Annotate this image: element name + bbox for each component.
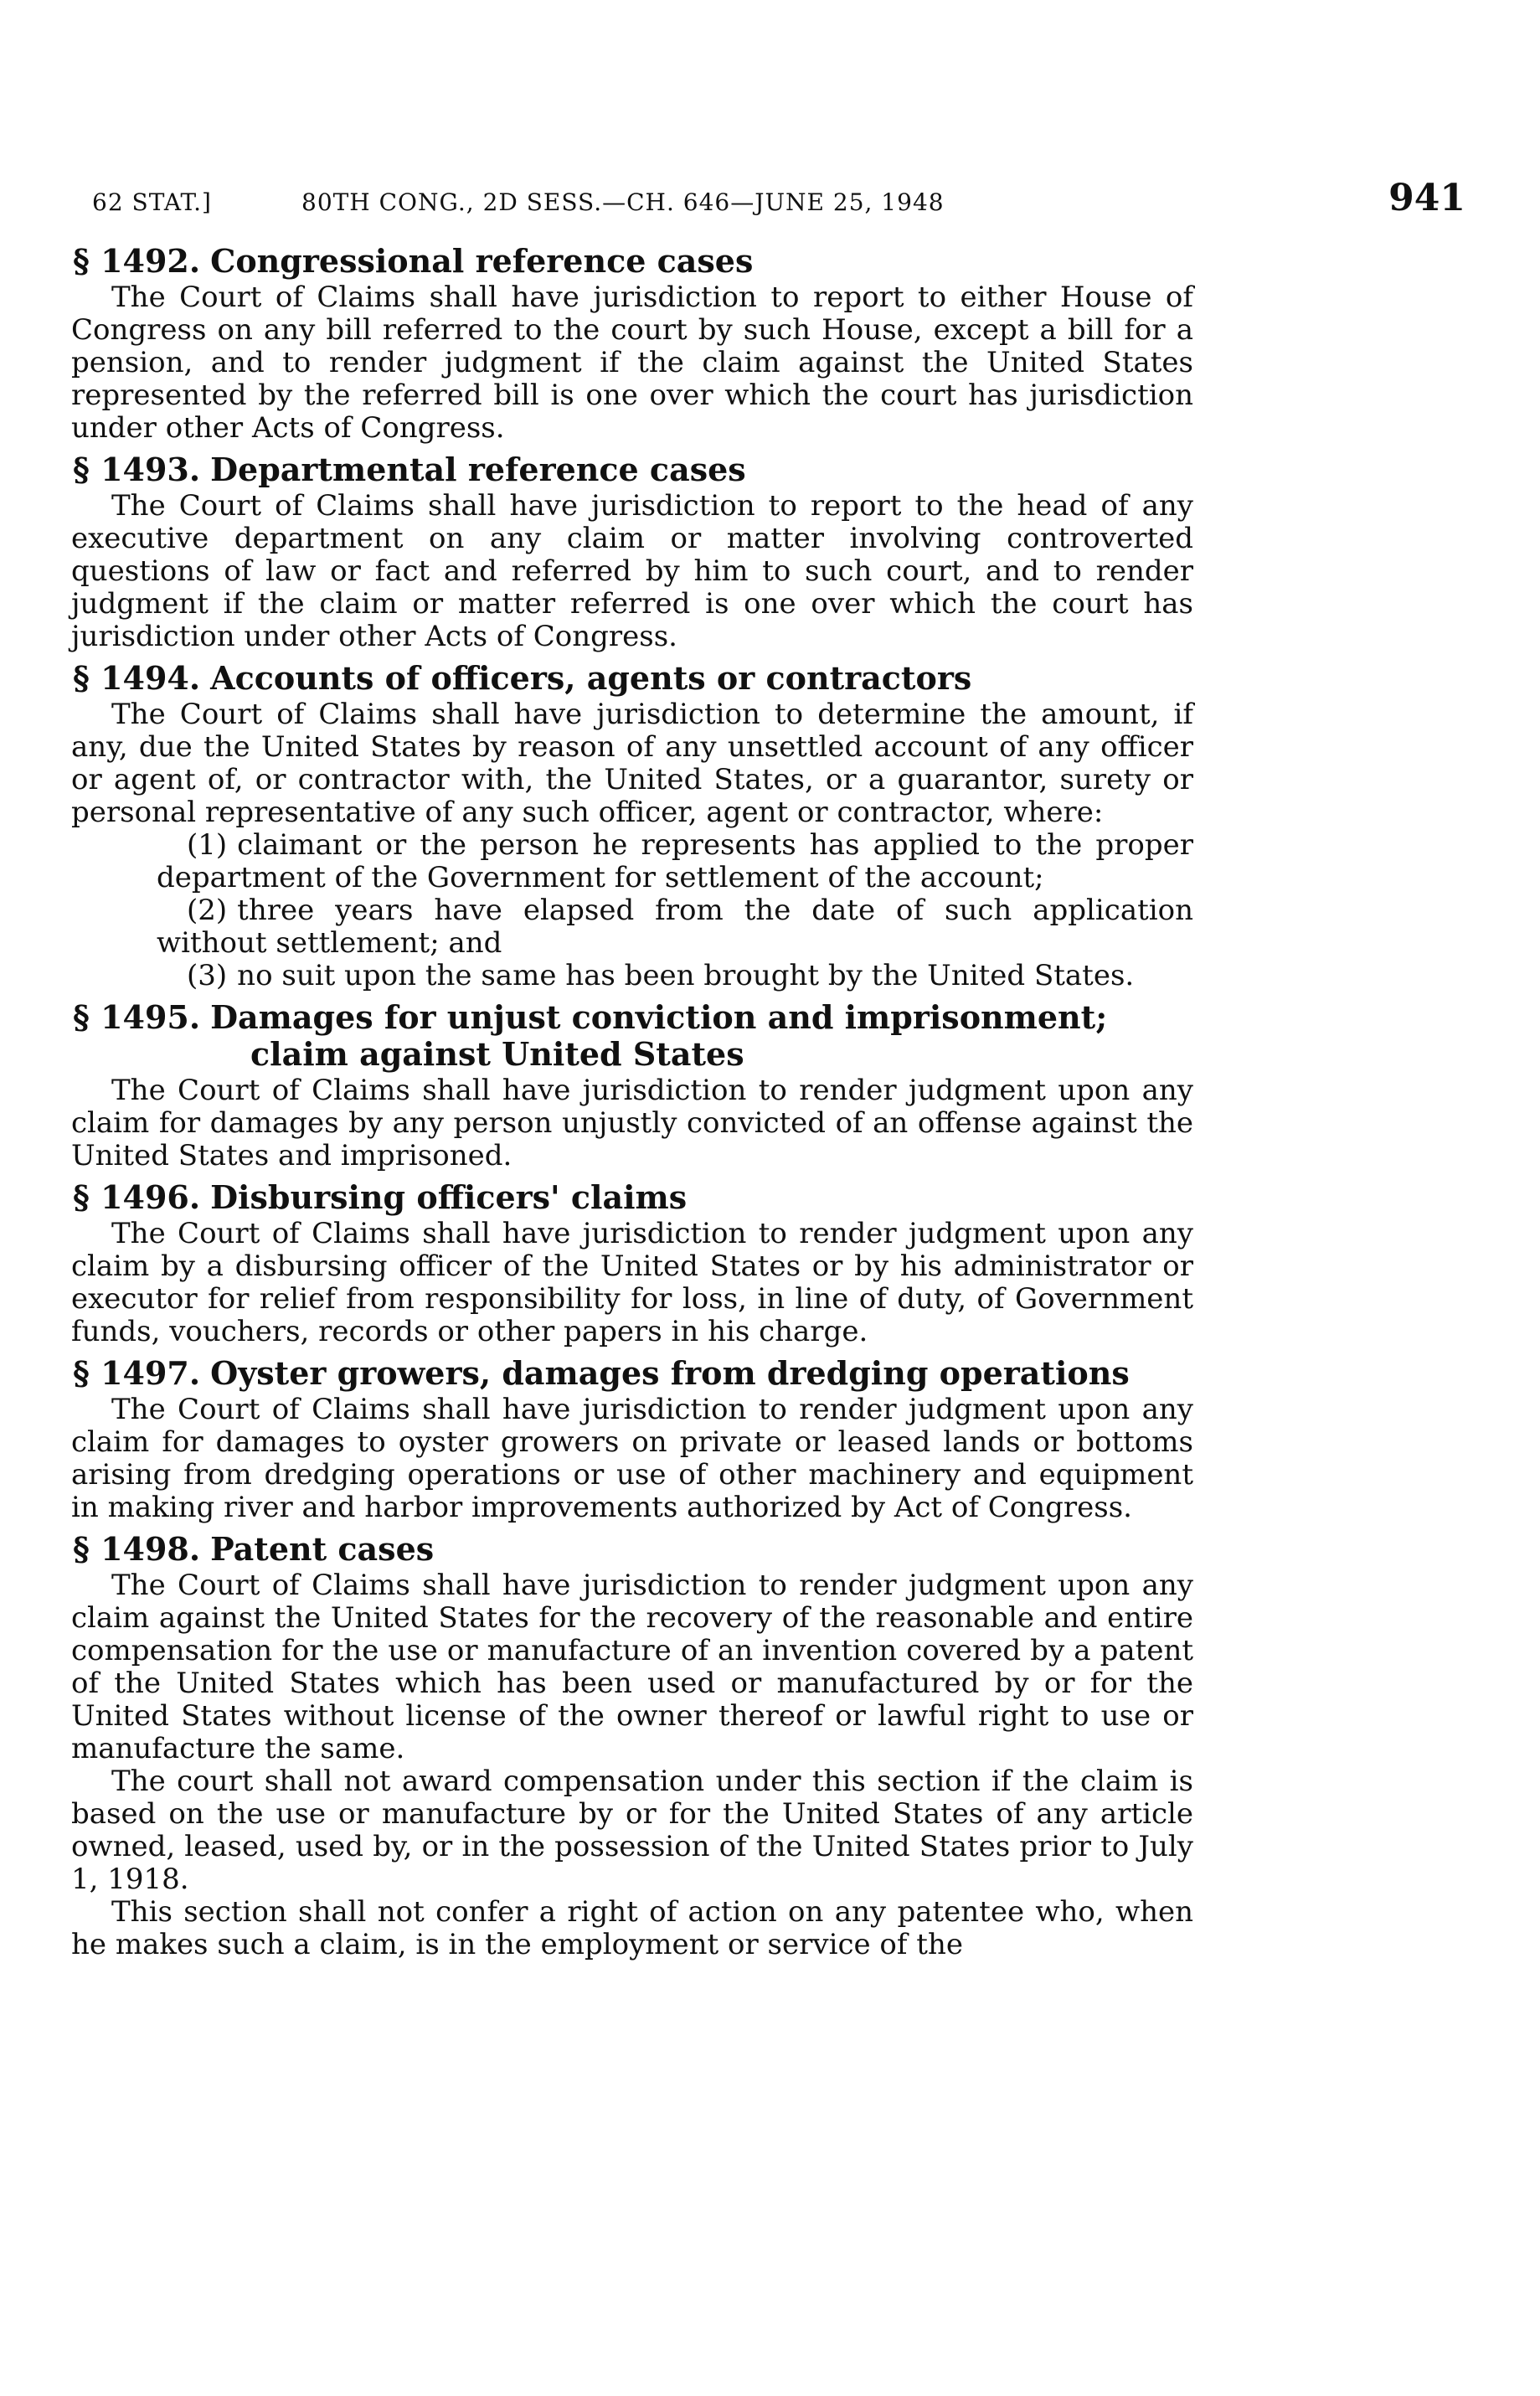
section-title: Accounts of officers, agents or contractors bbox=[210, 659, 972, 697]
section-paragraph: The Court of Claims shall have jurisdiction to render judgment upon any claim against the United States for the recovery of the reasonable and entire compensation for the use or manufacture of an invention covered by a patent of the United States which has been used or manufactured by or for the United States without license of the owner thereof or lawful right to use or manufacture the same. bbox=[71, 1569, 1193, 1765]
section-heading bbox=[71, 1531, 1193, 1568]
item-text: claimant or the person he represents has applied to the proper department of the Government for settlement of the account; bbox=[157, 828, 1193, 894]
item-label: (2) bbox=[187, 894, 228, 927]
section-number: § 1498. bbox=[73, 1530, 201, 1568]
section-paragraph: The Court of Claims shall have jurisdiction to report to the head of any executive department on any claim or matter involving controverted questions of law or fact and referred by him to such court, and to render judgment if the claim or matter referred is one over which the court has jurisdiction under other Acts of Congress. bbox=[71, 489, 1193, 653]
section-heading bbox=[71, 660, 1193, 697]
section-1492 bbox=[71, 243, 1193, 445]
section-title: Disbursing officers' claims bbox=[210, 1178, 688, 1216]
page-number: 941 bbox=[1388, 177, 1465, 219]
section-title: Departmental reference cases bbox=[210, 451, 746, 488]
list-item bbox=[71, 894, 1193, 960]
section-paragraph: The Court of Claims shall have jurisdiction to report to either House of Congress on any bill referred to the court by such House, except a bill for a pension, and to render judgment if the claim against the United States represented by the referred bill is one over which the court has jurisdiction under other Acts of Congress. bbox=[71, 281, 1193, 445]
section-heading bbox=[71, 1179, 1193, 1216]
session-chapter-date: 80TH CONG., 2D SESS.—CH. 646—JUNE 25, 1948 bbox=[301, 188, 945, 216]
section-heading bbox=[71, 451, 1193, 488]
section-paragraph: This section shall not confer a right of action on any patentee who, when he makes such a claim, is in the employment or service of the bbox=[71, 1895, 1193, 1961]
section-1493 bbox=[71, 451, 1193, 653]
section-heading bbox=[71, 999, 1193, 1073]
section-paragraph: The Court of Claims shall have jurisdiction to render judgment upon any claim for damages to oyster growers on private or leased lands or bottoms arising from dredging operations or use of other machinery and equipment in making river and harbor improvements authorized by Act of Congress. bbox=[71, 1393, 1193, 1524]
section-paragraph: The Court of Claims shall have jurisdiction to render judgment upon any claim by a disbursing officer of the United States or by his administrator or executor for relief from responsibility for loss, in line of duty, of Government funds, vouchers, records or other papers in his charge. bbox=[71, 1217, 1193, 1348]
item-label: (3) bbox=[187, 959, 228, 992]
item-text: no suit upon the same has been brought by the United States. bbox=[237, 959, 1135, 992]
list-item bbox=[71, 829, 1193, 894]
list-item bbox=[71, 960, 1193, 992]
section-title: Patent cases bbox=[210, 1530, 435, 1568]
item-text: three years have elapsed from the date of such application without settlement; and bbox=[157, 894, 1193, 960]
page-body bbox=[71, 243, 1193, 1968]
section-1495 bbox=[71, 999, 1193, 1172]
statute-reference: 62 STAT.] bbox=[92, 188, 212, 216]
section-number: § 1494. bbox=[73, 659, 201, 697]
section-number: § 1492. bbox=[73, 242, 201, 280]
section-1496 bbox=[71, 1179, 1193, 1348]
section-number: § 1495. bbox=[73, 998, 201, 1036]
section-1494 bbox=[71, 660, 1193, 992]
running-head bbox=[92, 177, 1465, 230]
section-heading bbox=[71, 243, 1193, 280]
condition-list bbox=[71, 829, 1193, 992]
section-paragraph: The court shall not award compensation under this section if the claim is based on the use or manufacture by or for the United States of any article owned, leased, used by, or in the possession of the United States prior to July 1, 1918. bbox=[71, 1765, 1193, 1896]
section-paragraph: The Court of Claims shall have jurisdiction to determine the amount, if any, due the United States by reason of any unsettled account of any officer or agent of, or contractor with, the United States, or a guarantor, surety or personal representative of any such officer, agent or contractor, where: bbox=[71, 698, 1193, 829]
section-1498 bbox=[71, 1531, 1193, 1961]
section-title: Damages for unjust conviction and imprisonment; claim against United States bbox=[210, 998, 1108, 1073]
section-heading bbox=[71, 1355, 1193, 1392]
item-label: (1) bbox=[187, 828, 228, 862]
section-title: Congressional reference cases bbox=[210, 242, 754, 280]
section-paragraph: The Court of Claims shall have jurisdiction to render judgment upon any claim for damages by any person unjustly convicted of an offense against the United States and imprisoned. bbox=[71, 1074, 1193, 1172]
section-number: § 1493. bbox=[73, 451, 201, 488]
section-number: § 1496. bbox=[73, 1178, 201, 1216]
section-number: § 1497. bbox=[73, 1354, 201, 1392]
section-title: Oyster growers, damages from dredging operations bbox=[210, 1354, 1130, 1392]
section-1497 bbox=[71, 1355, 1193, 1524]
